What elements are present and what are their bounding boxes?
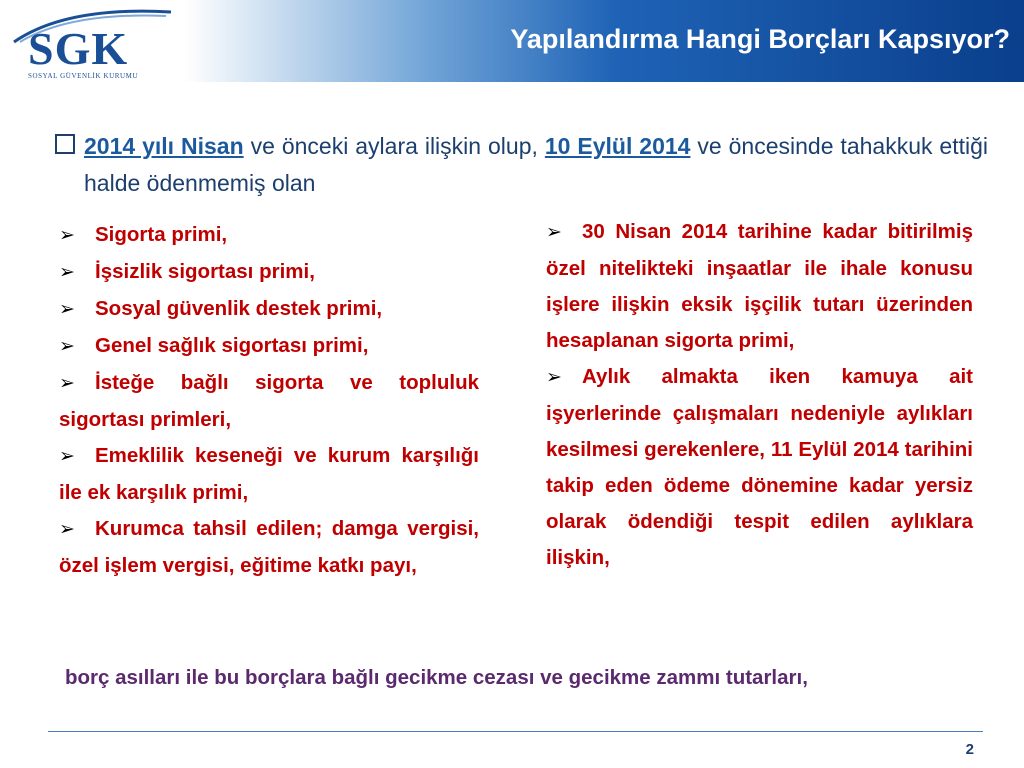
intro-text — [84, 128, 988, 202]
list-item-text: Genel sağlık sigortası primi, — [95, 334, 369, 357]
list-item-text: İsteğe bağlı sigorta ve topluluk sigortası primleri, — [59, 371, 479, 431]
arrow-bullet-icon: ➢ — [59, 373, 75, 394]
intro-part-2: ve öncesinde tahakkuk ettiği halde ödenmemiş olan — [84, 133, 989, 196]
list-item — [59, 511, 479, 584]
left-column — [59, 217, 479, 584]
arrow-bullet-icon: ➢ — [59, 336, 75, 357]
intro-part-1: ve önceki aylara ilişkin olup, — [243, 133, 545, 159]
arrow-bullet-icon: ➢ — [59, 519, 75, 540]
closing-text: borç asılları ile bu borçlara bağlı gecikme cezası ve gecikme zammı tutarları, — [65, 666, 808, 689]
list-item — [59, 328, 479, 365]
arrow-bullet-icon: ➢ — [59, 225, 75, 246]
list-item-text: Sigorta primi, — [95, 223, 228, 246]
list-item-text: Emeklilik keseneği ve kurum karşılığı ile ek karşılık primi, — [59, 444, 479, 504]
logo-text: SGK — [28, 23, 129, 74]
list-item — [59, 254, 479, 291]
list-item — [59, 438, 479, 511]
logo-subtitle: SOSYAL GÜVENLİK KURUMU — [28, 72, 139, 80]
arrow-bullet-icon: ➢ — [546, 367, 562, 388]
list-item — [546, 214, 973, 359]
arrow-bullet-icon: ➢ — [59, 446, 75, 467]
arrow-bullet-icon: ➢ — [59, 299, 75, 320]
list-item-text: İşsizlik sigortası primi, — [95, 260, 315, 283]
arrow-bullet-icon: ➢ — [546, 222, 562, 243]
page-number: 2 — [965, 741, 974, 758]
list-item-text: Sosyal güvenlik destek primi, — [95, 297, 383, 320]
list-item — [59, 365, 479, 438]
arrow-bullet-icon: ➢ — [59, 262, 75, 283]
list-item-text: Aylık almakta iken kamuya ait işyerlerinde çalışmaları nedeniyle aylıkları kesilmesi gerekenlere, 11 Eylül 2014 tarihini takip eden ödeme dönemine kadar yersiz olarak ödendiği tespit edilen aylıklara ilişkin, — [546, 365, 973, 569]
footer-divider — [48, 731, 983, 732]
list-item — [546, 359, 973, 576]
list-item-text: 30 Nisan 2014 tarihine kadar bitirilmiş özel nitelikteki inşaatlar ile ihale konusu işlere ilişkin eksik işçilik tutarı üzerinden hesaplanan sigorta primi, — [546, 220, 973, 352]
slide-title: Yapılandırma Hangi Borçları Kapsıyor? — [510, 24, 1010, 54]
list-item — [59, 291, 479, 328]
sgk-logo — [6, 4, 181, 78]
square-bullet-icon — [55, 134, 75, 154]
list-item — [59, 217, 479, 254]
right-column — [546, 214, 973, 576]
intro-date-1: 2014 yılı Nisan — [84, 133, 244, 159]
list-item-text: Kurumca tahsil edilen; damga vergisi, özel işlem vergisi, eğitime katkı payı, — [59, 517, 479, 577]
header-bar — [0, 0, 1024, 82]
intro-date-2: 10 Eylül 2014 — [544, 133, 691, 159]
intro-paragraph — [55, 128, 988, 202]
